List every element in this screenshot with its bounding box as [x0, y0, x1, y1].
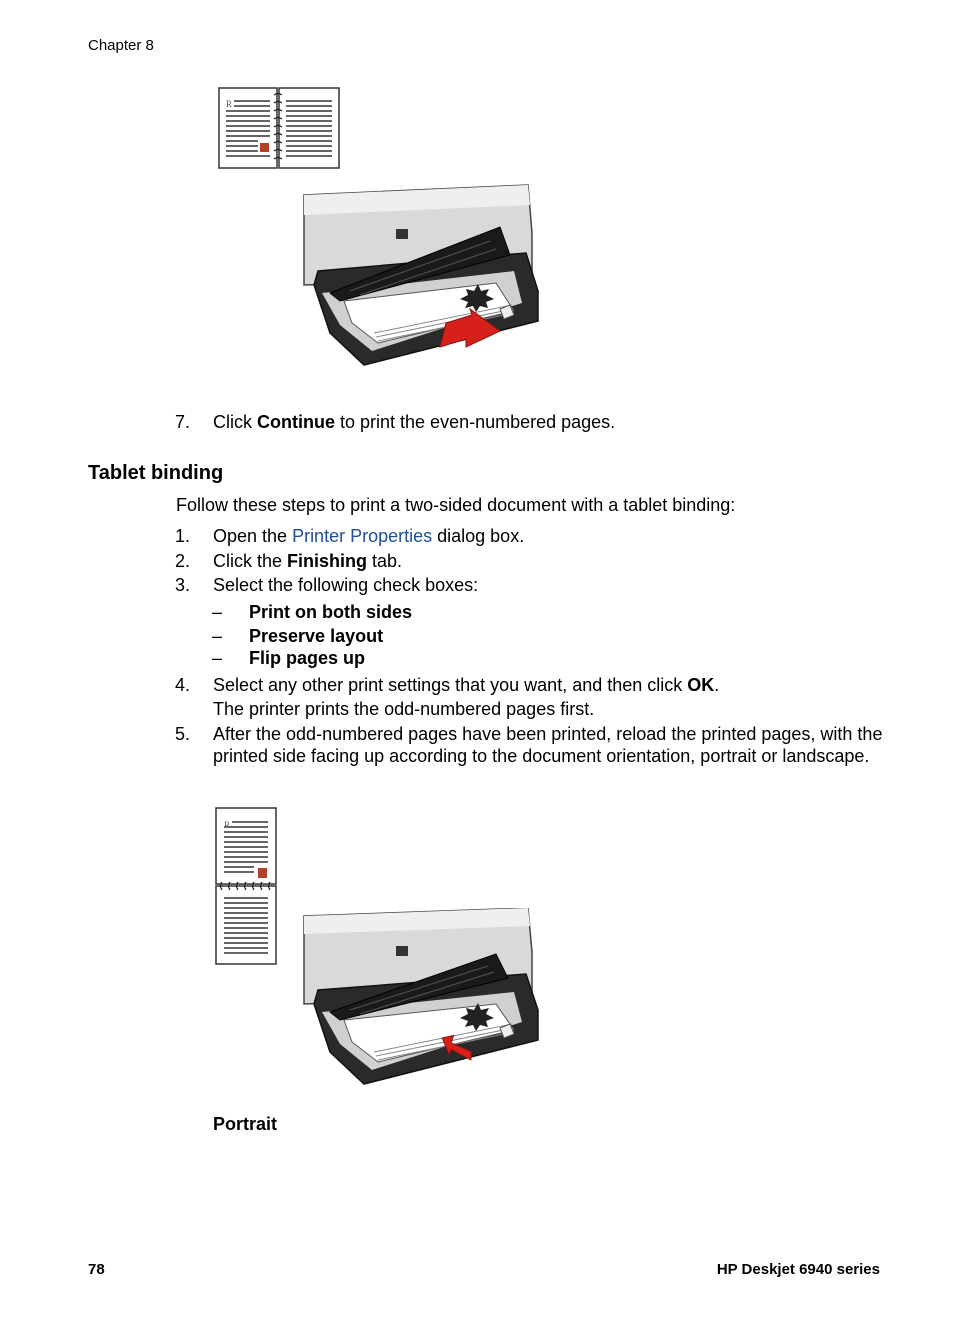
checkbox-label: Preserve layout: [249, 626, 384, 646]
svg-text:R: R: [226, 99, 233, 109]
page-number: 78: [88, 1261, 105, 1278]
step-text: [213, 525, 524, 547]
step-number: 7.: [174, 412, 190, 432]
step-number: 4.: [174, 675, 190, 695]
booklet-side-binding-icon: [218, 87, 342, 171]
step-7: [0, 411, 954, 433]
checkbox-label: Print on both sides: [249, 602, 413, 622]
step-text-line2: The printer prints the odd-numbered pages first.: [213, 699, 595, 719]
step-text-post: .: [714, 675, 720, 695]
step-text-bold: Finishing: [287, 551, 368, 571]
step-text-pre: Click the: [213, 551, 288, 571]
svg-text:R: R: [224, 820, 231, 830]
chapter-label: Chapter 8: [88, 37, 154, 54]
step-4: [0, 674, 954, 720]
step-1: [0, 525, 954, 547]
checkbox-item: [0, 601, 954, 623]
checkbox-label: Flip pages up: [249, 648, 366, 668]
printer-properties-link[interactable]: Printer Properties: [292, 526, 433, 546]
checkbox-item: [0, 625, 954, 647]
step-text-line2: printed side facing up according to the document orientation, portrait or landscape.: [213, 746, 870, 766]
step-text: [213, 411, 615, 433]
step-number: 2.: [174, 551, 190, 571]
step-text-line1: After the odd-numbered pages have been printed, reload the printed pages, with the: [213, 724, 883, 744]
step-2: [0, 550, 954, 572]
section-intro: Follow these steps to print a two-sided document with a tablet binding:: [176, 495, 736, 515]
step-text-post: tab.: [367, 551, 403, 571]
checkbox-item: [0, 647, 954, 669]
step-text: [213, 550, 402, 572]
step-number: 5.: [174, 724, 190, 744]
step-text-post: to print the even-numbered pages.: [335, 412, 616, 432]
step-5: [0, 723, 954, 769]
step-3: [0, 574, 954, 596]
product-name: HP Deskjet 6940 series: [716, 1261, 880, 1278]
step-number: 3.: [174, 575, 190, 595]
step-text-post: dialog box.: [432, 526, 525, 546]
tablet-binding-icon: [214, 806, 280, 968]
dash-bullet: –: [212, 648, 223, 668]
step-text-pre: Select any other print settings that you want, and then click: [213, 675, 688, 695]
dash-bullet: –: [212, 626, 223, 646]
step-text: [213, 674, 719, 696]
dash-bullet: –: [212, 602, 223, 622]
step-text-pre: Open the: [213, 526, 293, 546]
figure-caption: Portrait: [213, 1114, 278, 1134]
step-text-bold: OK: [687, 675, 715, 695]
printer-loading-icon: [300, 183, 544, 371]
section-heading: Tablet binding: [88, 462, 224, 484]
step-number: 1.: [174, 526, 190, 546]
step-text-pre: Click: [213, 412, 257, 432]
printer-loading-icon: [300, 908, 544, 1088]
step-text: Select the following check boxes:: [213, 575, 479, 595]
step-text-bold: Continue: [257, 412, 335, 432]
